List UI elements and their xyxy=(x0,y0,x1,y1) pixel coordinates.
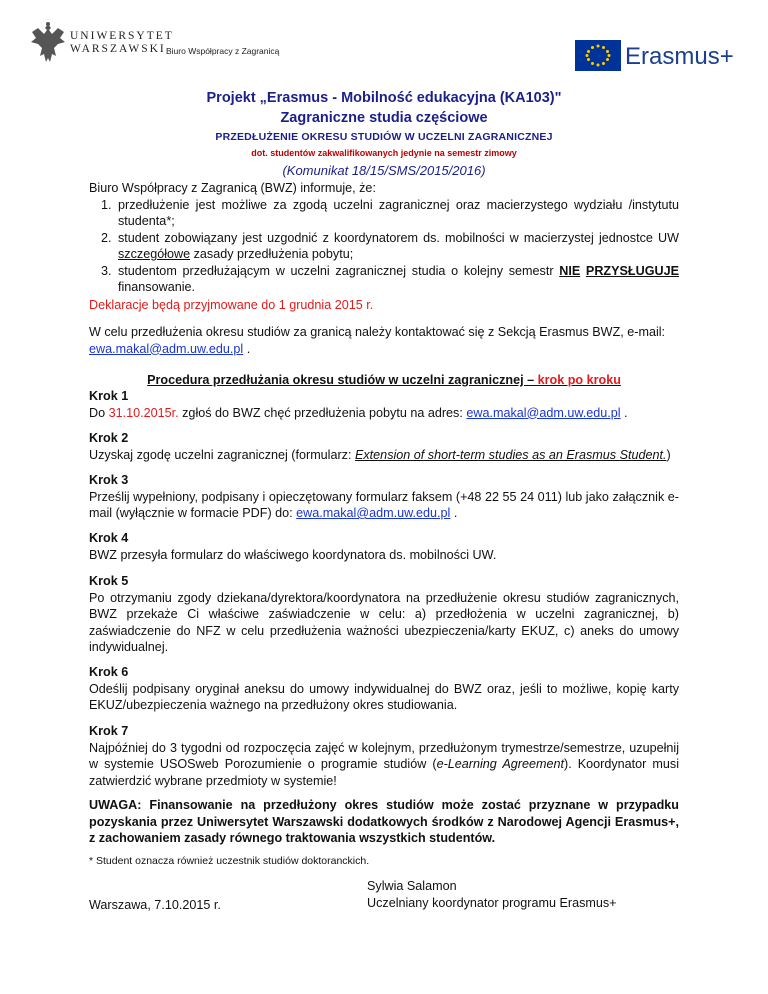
step-text: Po otrzymaniu zgody dziekana/dyrektora/koordynatora na przedłużenie okresu studiów zagranicznych, BWZ przekaże Ci właściwe zaświadczenie w celu: a) przedłożenia w uczelni zagranicznej, b) zaświadczenie do NFZ w celu przedłużenia ważności ubezpieczenia/karty EKUZ, c) aneks do umowy indywidualnej. xyxy=(89,590,679,654)
step-title: Krok 4 xyxy=(89,531,129,545)
university-name xyxy=(70,30,174,56)
list-text: przedłużenie jest możliwe za zgodą uczelni zagranicznej oraz macierzystego wydziału /instytutu studenta*; xyxy=(118,197,679,228)
place-date: Warszawa, 7.10.2015 r. xyxy=(89,898,221,912)
funding-note: UWAGA: Finansowanie na przedłużony okres studiów może zostać przyznane w przypadku pozyskania przez Uniwersytet Warszawski dodatkowych środków z Narodowej Agencji Erasmus+, z zachowaniem zasady równego traktowania wszystkich studentów. xyxy=(89,798,679,845)
step-5 xyxy=(89,573,679,656)
list-item xyxy=(89,263,679,296)
list-text-end: finansowanie. xyxy=(118,280,196,294)
contact-text: W celu przedłużenia okresu studiów za granicą należy kontaktować się z Sekcją Erasmus BWZ, e-mail: xyxy=(89,325,666,339)
step-text: Do xyxy=(89,405,109,420)
project-title: Projekt „Erasmus - Mobilność edukacyjna (KA103)" xyxy=(206,90,562,106)
step-title: Krok 1 xyxy=(89,389,129,403)
list-item xyxy=(89,230,679,263)
step-text: BWZ przesyła formularz do właściwego koordynatora ds. mobilności UW. xyxy=(89,547,497,562)
step-2 xyxy=(89,430,679,463)
project-subtitle: Zagraniczne studia częściowe xyxy=(280,110,488,126)
step-text: Uzyskaj zgodę uczelni zagranicznej (formularz: xyxy=(89,447,355,462)
step-date: 31.10.2015r. xyxy=(108,405,179,420)
step-6 xyxy=(89,664,679,714)
step-title: Krok 6 xyxy=(89,665,129,679)
list-number: 2. xyxy=(101,230,112,245)
footnote: * Student oznacza również uczestnik studiów doktoranckich. xyxy=(89,855,370,867)
contact-paragraph xyxy=(89,324,679,357)
list-bold-word: PRZYSŁUGUJE xyxy=(585,263,679,278)
step-text-end: ) xyxy=(666,447,671,462)
communique-number: (Komunikat 18/15/SMS/2015/2016) xyxy=(282,163,486,178)
step-title: Krok 2 xyxy=(89,431,129,445)
list-text: studentom przedłużającym w uczelni zagranicznej studia o kolejny semestr xyxy=(118,263,560,278)
contact-email-link[interactable]: ewa.makal@adm.uw.edu.pl xyxy=(89,341,244,356)
university-eagle-logo xyxy=(28,20,68,68)
university-name-line1: UNIWERSYTET xyxy=(70,30,174,42)
step-7 xyxy=(89,723,679,789)
extension-heading: PRZEDŁUŻENIE OKRESU STUDIÓW W UCZELNI ZAGRANICZNEJ xyxy=(215,131,553,143)
university-name-line2: WARSZAWSKI xyxy=(70,43,166,55)
step-email-link[interactable]: ewa.makal@adm.uw.edu.pl xyxy=(466,405,621,420)
step-4 xyxy=(89,530,679,563)
eligibility-note: dot. studentów zakwalifikowanych jedynie na semestr zimowy xyxy=(251,148,517,158)
signatory-name: Sylwia Salamon xyxy=(367,879,457,893)
step-text: Odeślij podpisany oryginał aneksu do umowy indywidualnej do BWZ oraz, jeśli to możliwe, kopię karty EKUZ/ubezpieczenia ważnego na przedłużony okres studiowania. xyxy=(89,681,679,712)
list-text-end: zasady przedłużenia pobytu; xyxy=(190,247,354,261)
form-name: Extension of short-term studies as an Erasmus Student. xyxy=(354,447,667,462)
list-underlined-word: szczegółowe xyxy=(118,247,191,261)
list-number: 1. xyxy=(101,197,112,212)
procedure-heading xyxy=(89,372,679,389)
erasmus-plus-text: Erasmus+ xyxy=(625,43,734,70)
step-text: Prześlij wypełniony, podpisany i opieczętowany formularz faksem (+48 22 55 24 011) lub jako załącznik e-mail (wyłącznie w formacie PDF) do: xyxy=(89,489,679,520)
step-text-mid: zgłoś do BWZ chęć przedłużenia pobytu na adres: xyxy=(178,405,467,420)
step-text-end: ). Koordynator musi zatwierdzić wybrane przedmioty w systemie! xyxy=(89,757,680,788)
step-text-end: . xyxy=(450,506,458,520)
step-text: Najpóźniej do 3 tygodni od rozpoczęcia zajęć w kolejnym, przedłużonym trymestrze/semestrze, uzupełnij w systemie USOSweb Porozumienie o programie studiów ( xyxy=(89,740,679,771)
list-item xyxy=(89,197,679,230)
procedure-title-highlight: krok po kroku xyxy=(537,373,621,387)
step-title: Krok 7 xyxy=(89,724,129,738)
step-1 xyxy=(89,388,679,421)
step-3 xyxy=(89,472,679,522)
step-title: Krok 5 xyxy=(89,574,129,588)
signatory-role: Uczelniany koordynator programu Erasmus+ xyxy=(367,896,617,910)
deadline-notice: Deklaracje będą przyjmowane do 1 grudnia 2015 r. xyxy=(89,298,374,312)
erasmus-plus-logo xyxy=(575,40,733,72)
intro-text: Biuro Współpracy z Zagranicą (BWZ) informuje, że: xyxy=(89,181,376,195)
step-text-end: . xyxy=(620,405,628,420)
procedure-title: Procedura przedłużania okresu studiów w uczelni zagranicznej – xyxy=(147,373,538,387)
step-email-link[interactable]: ewa.makal@adm.uw.edu.pl xyxy=(296,506,451,520)
e-learning-agreement: e-Learning Agreement xyxy=(436,757,564,771)
signature-block xyxy=(367,878,617,912)
office-name: Biuro Współpracy z Zagranicą xyxy=(166,46,280,56)
step-title: Krok 3 xyxy=(89,473,129,487)
intro-section xyxy=(89,180,679,296)
list-bold-word: NIE xyxy=(559,263,581,278)
list-number: 3. xyxy=(101,263,112,278)
contact-end: . xyxy=(246,341,251,356)
list-text: student zobowiązany jest uzgodnić z koordynatorem ds. mobilności w macierzystej jednostce UW xyxy=(118,230,679,245)
